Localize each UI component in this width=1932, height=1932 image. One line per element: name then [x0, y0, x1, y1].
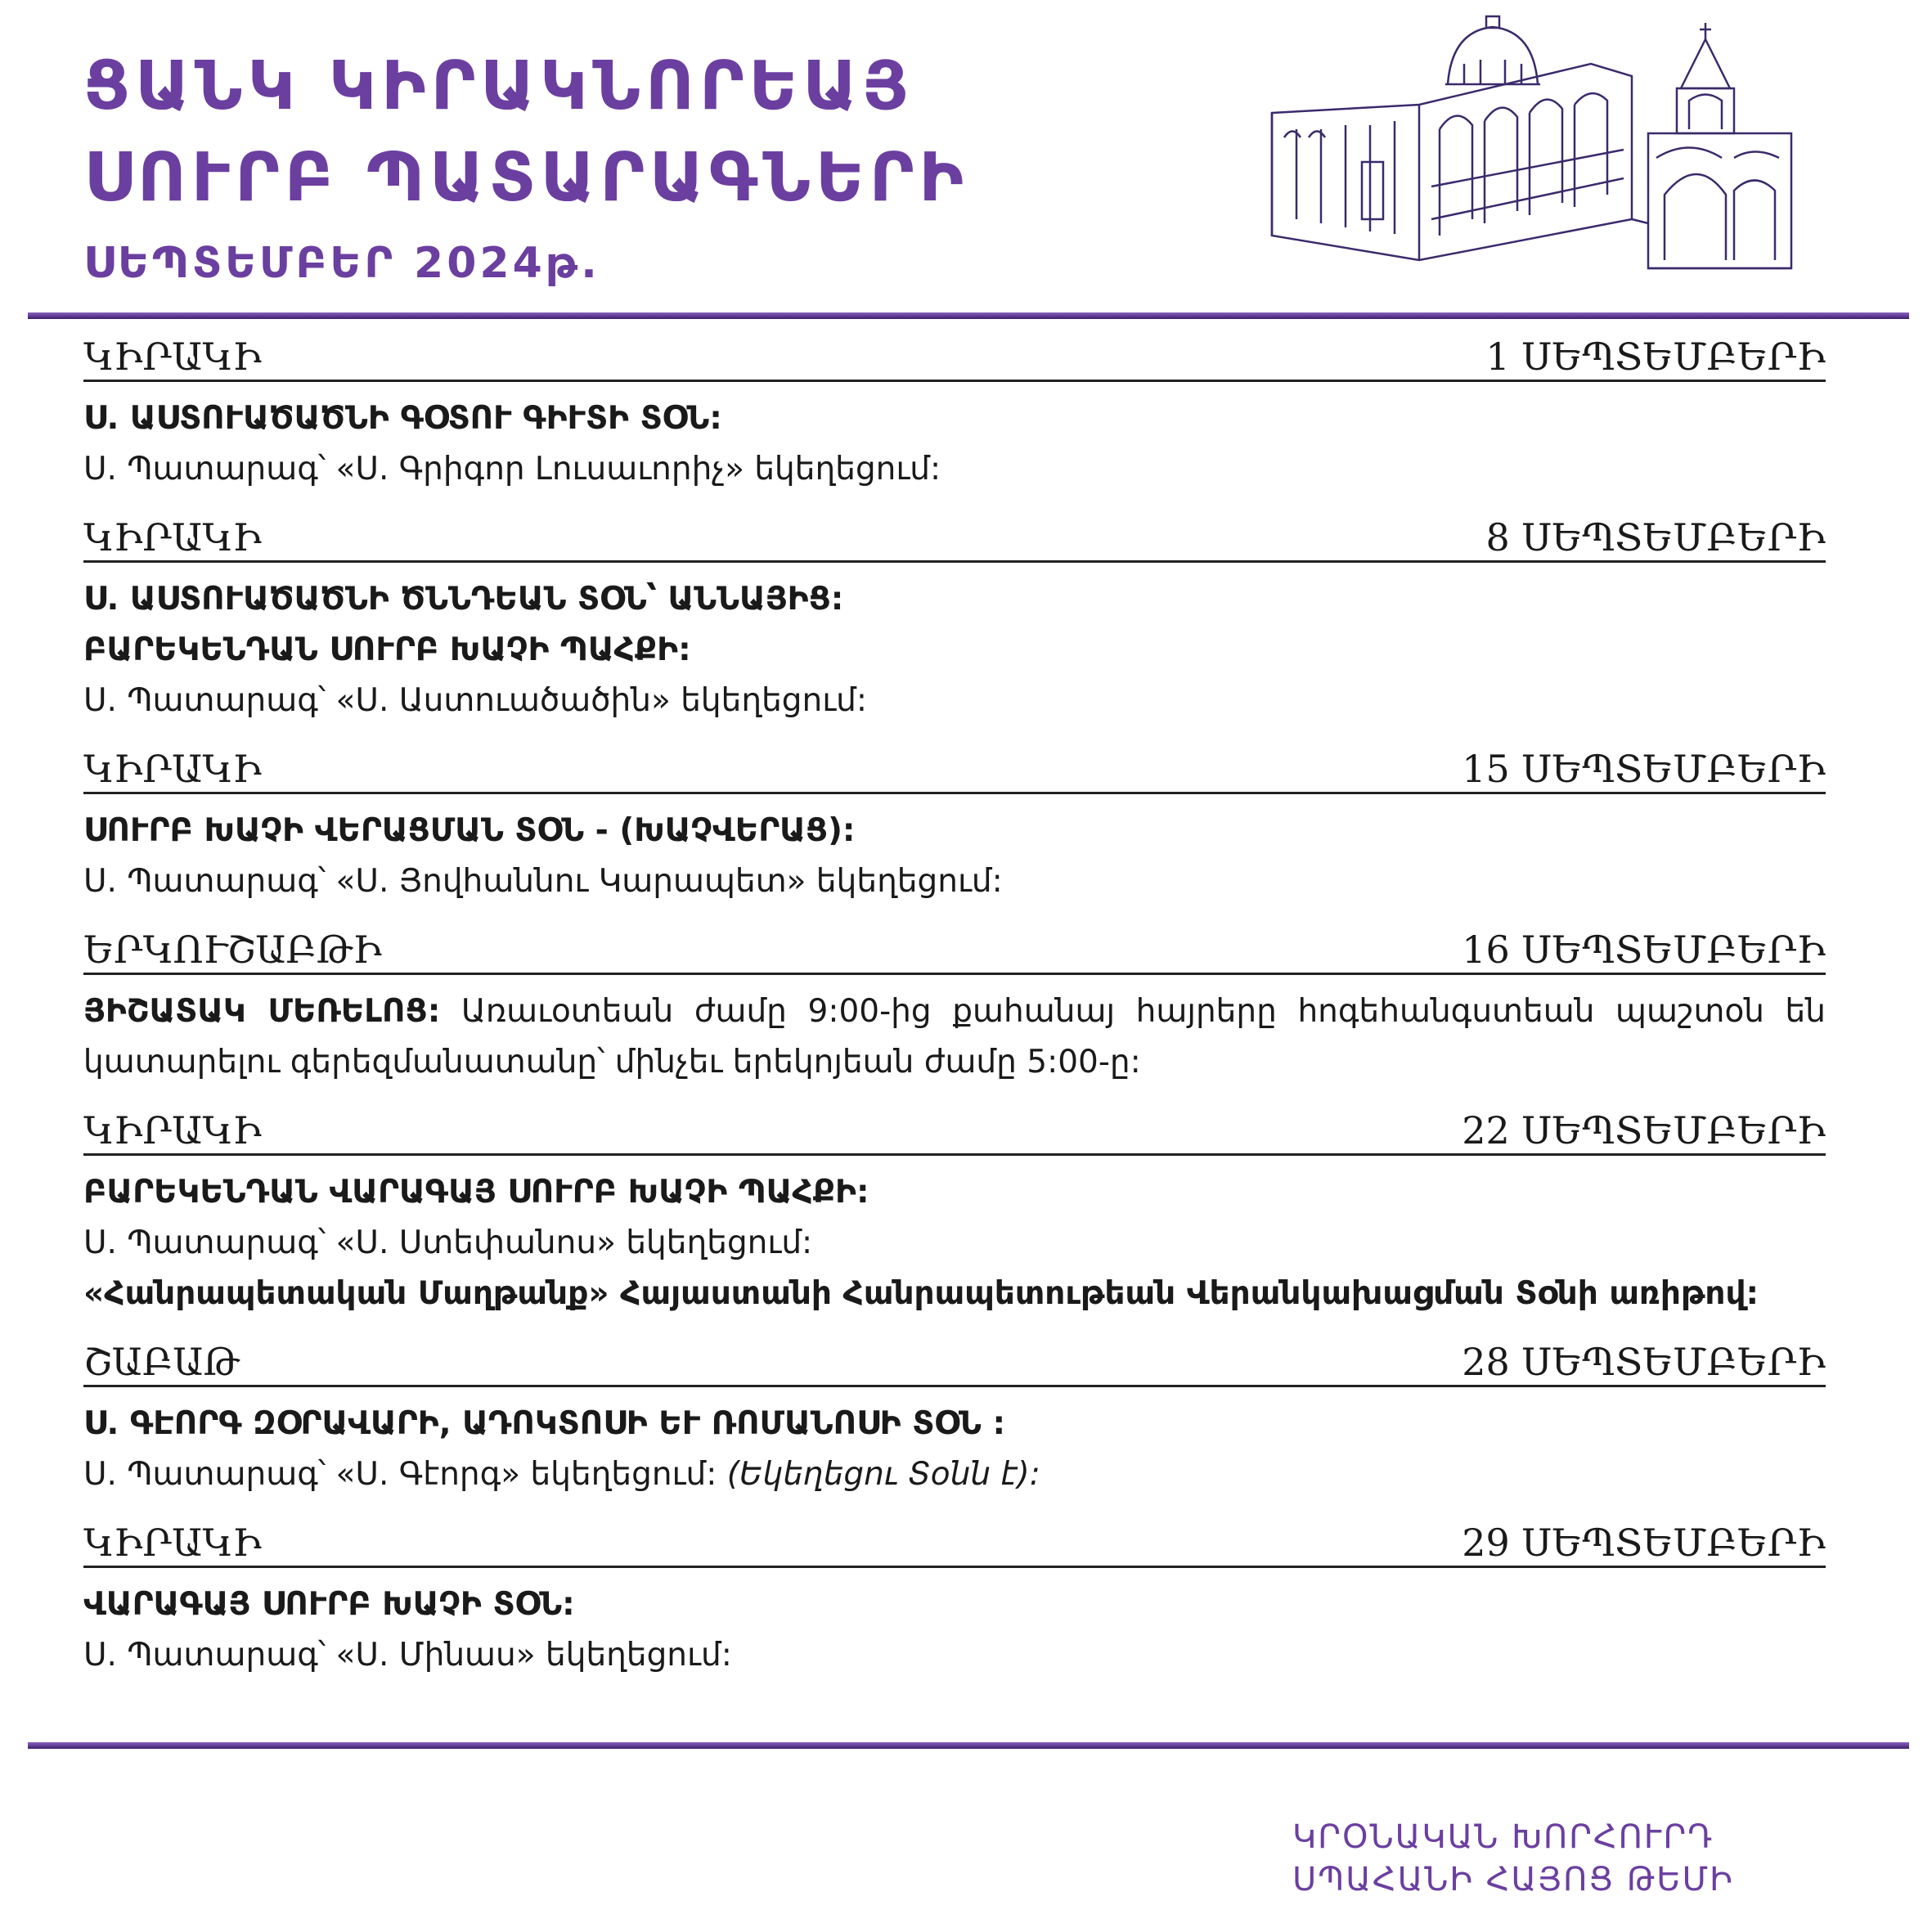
feast-title: Ս. ԱՍՏՈՒԱԾԱԾՆԻ ԳՕՏՈՒ ԳԻՒՏԻ ՏՕՆ: — [83, 400, 722, 437]
weekday: ԿԻՐԱԿԻ — [83, 747, 262, 791]
feast-title: Ս. ԱՍՏՈՒԱԾԱԾՆԻ ԾՆՆԴԵԱՆ ՏՕՆ՝ ԱՆՆԱՅԻՑ: — [83, 581, 844, 618]
entry-header — [83, 1341, 1826, 1387]
entry-header — [83, 1109, 1826, 1156]
liturgy-location: Ս. Պատարագ՝ «Ս. Մինաս» եկեղեցում: — [83, 1637, 732, 1674]
memorial-label: ՅԻՇԱՏԱԿ ՄԵՌԵԼՈՑ: — [83, 993, 441, 1030]
entry-sep-15 — [83, 748, 1826, 907]
date: 16 ՍԵՊՏԵՄԲԵՐԻ — [1462, 928, 1826, 972]
date: 28 ՍԵՊՏԵՄԲԵՐԻ — [1462, 1340, 1826, 1384]
feast-title: ՍՈՒՐԲ ԽԱՉԻ ՎԵՐԱՑՄԱՆ ՏՕՆ - (ԽԱՉՎԵՐԱՑ): — [83, 812, 856, 849]
entry-sep-28 — [83, 1341, 1826, 1500]
feast-title: ԲԱՐԵԿԵՆԴԱՆ ՎԱՐԱԳԱՅ ՍՈՒՐԲ ԽԱՉԻ ՊԱՀՔԻ: — [83, 1174, 869, 1211]
special-prayer-note: «Հանրապետական Մաղթանք» Հայաստանի Հանրապետութեան Վերանկախացման Տօնի առիթով: — [83, 1275, 1759, 1312]
weekday: ԿԻՐԱԿԻ — [83, 335, 262, 379]
feast-title: Ս. ԳԷՈՐԳ ԶՕՐԱՎԱՐԻ, ԱԴՈԿՏՈՍԻ ԵՒ ՌՈՄԱՆՈՍԻ ՏՕՆ : — [83, 1405, 1006, 1442]
liturgy-location: Ս. Պատարագ՝ «Ս. Յովհաննու Կարապետ» եկեղեցում: — [83, 863, 1003, 900]
entry-sep-29 — [83, 1521, 1826, 1681]
liturgy-location-row — [83, 1449, 1826, 1500]
date: 1 ՍԵՊՏԵՄԲԵՐԻ — [1485, 335, 1826, 379]
top-divider — [28, 312, 1909, 319]
date: 22 ՍԵՊՏԵՄԲԵՐԻ — [1462, 1108, 1826, 1152]
title-line-2: ՍՈՒՐԲ ՊԱՏԱՐԱԳՆԵՐԻ — [83, 139, 968, 217]
title-line-1: ՑԱՆԿ ԿԻՐԱԿՆՈՐԵԱՅ — [83, 47, 914, 125]
feast-title-2: ԲԱՐԵԿԵՆԴԱՆ ՍՈՒՐԲ ԽԱՉԻ ՊԱՀՔԻ: — [83, 631, 691, 668]
entry-header — [83, 516, 1826, 563]
weekday: ԵՐԿՈՒՇԱԲԹԻ — [83, 928, 382, 972]
entry-header — [83, 335, 1826, 382]
entry-header — [83, 928, 1826, 975]
entry-sep-1 — [83, 335, 1826, 495]
liturgy-location: Ս. Պատարագ՝ «Ս. Գրիգոր Լուսաւորիչ» եկեղեցում: — [83, 451, 941, 487]
entry-sep-22 — [83, 1109, 1826, 1319]
date: 29 ՍԵՊՏԵՄԲԵՐԻ — [1462, 1521, 1826, 1565]
feast-title: ՎԱՐԱԳԱՅ ՍՈՒՐԲ ԽԱՉԻ ՏՕՆ: — [83, 1586, 575, 1623]
entry-header — [83, 748, 1826, 794]
church-feast-note: (Եկեղեցու Տօնն է): — [726, 1456, 1040, 1493]
liturgy-location: Ս. Պատարագ՝ «Ս. Ստեփանոս» եկեղեցում: — [83, 1224, 813, 1261]
date: 8 ՍԵՊՏԵՄԲԵՐԻ — [1485, 515, 1826, 559]
entry-header — [83, 1521, 1826, 1568]
footer-line-2: ՍՊԱՀԱՆԻ ՀԱՅՈՑ ԹԵՄԻ — [1292, 1861, 1734, 1898]
memorial-paragraph — [83, 986, 1826, 1088]
weekday: ԿԻՐԱԿԻ — [83, 1521, 262, 1565]
date: 15 ՍԵՊՏԵՄԲԵՐԻ — [1462, 747, 1826, 791]
memorial-text: Առաւօտեան ժամը 9:00-ից քահանայ հայրերը հոգեհանգստեան պաշտօն են կատարելու գերեզմանատանը՝ մինչեւ երեկոյեան ժամը 5:00-ը: — [83, 993, 1826, 1081]
bottom-divider — [28, 1742, 1909, 1749]
weekday: ՇԱԲԱԹ — [83, 1340, 240, 1384]
entry-sep-16 — [83, 928, 1826, 1088]
schedule-list — [83, 335, 1826, 1702]
entry-sep-8 — [83, 516, 1826, 726]
liturgy-location: Ս. Պատարագ՝ «Ս. Գէորգ» եկեղեցում: — [83, 1456, 727, 1493]
church-illustration — [1264, 15, 1804, 285]
weekday: ԿԻՐԱԿԻ — [83, 1108, 262, 1152]
footer-signature — [1292, 1816, 1734, 1901]
footer-line-1: ԿՐՕՆԱԿԱՆ ԽՈՐՀՈՒՐԴ — [1292, 1818, 1714, 1856]
weekday: ԿԻՐԱԿԻ — [83, 515, 262, 559]
subtitle-month: ՍԵՊՏԵՄԲԵՐ 2024թ. — [83, 239, 600, 288]
liturgy-location: Ս. Պատարագ՝ «Ս. Աստուածածին» եկեղեցում: — [83, 682, 868, 719]
